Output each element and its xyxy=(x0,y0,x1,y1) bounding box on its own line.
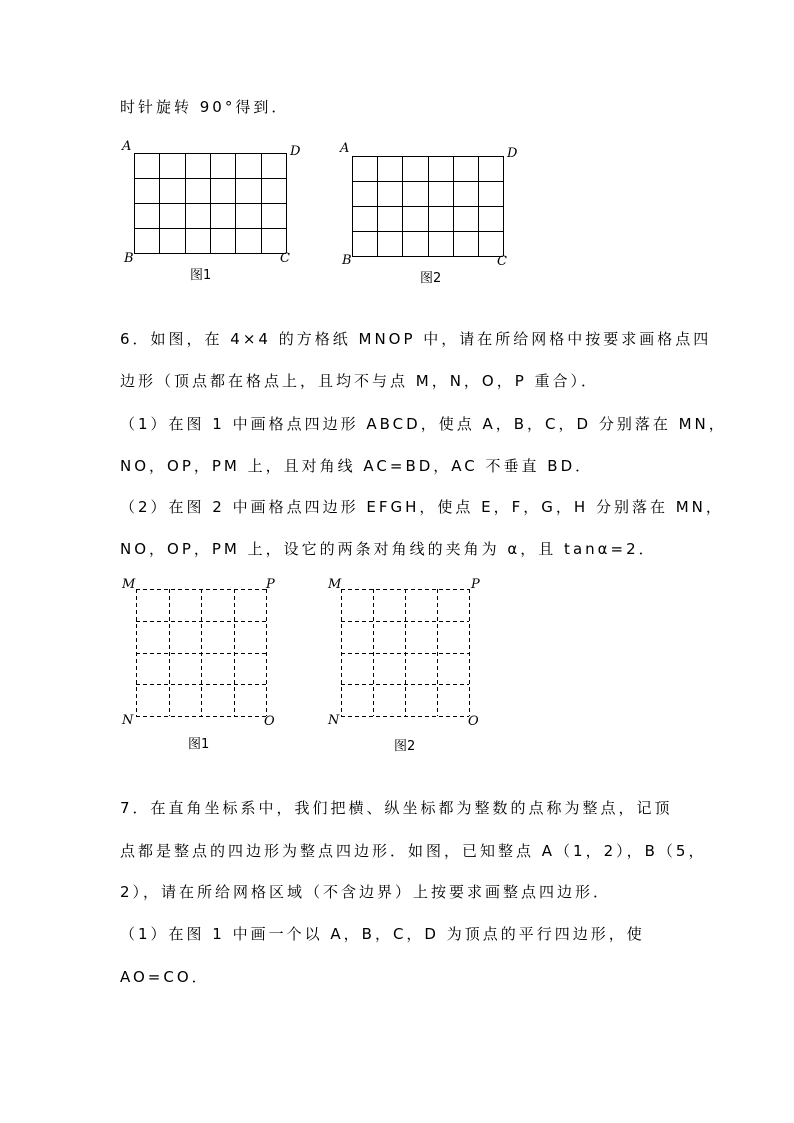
corner-label-c: C xyxy=(497,254,507,269)
corner-label-b: B xyxy=(124,251,134,266)
intro-line: 时针旋转 90°得到． xyxy=(120,98,290,116)
figure-caption: 图2 xyxy=(420,271,442,286)
corner-label-m: M xyxy=(328,577,342,592)
corner-label-o: O xyxy=(468,714,479,729)
figure-mnop-2 xyxy=(326,575,496,760)
corner-label-m: M xyxy=(122,577,136,592)
figure-abcd-1 xyxy=(122,140,302,290)
q6-part1-line-2: NO，OP，PM 上，且对角线 AC=BD，AC 不垂直 BD． xyxy=(120,457,594,475)
corner-label-p: P xyxy=(471,577,480,592)
figure-abcd-2 xyxy=(340,142,525,292)
q6-line-1: 6．如图，在 4×4 的方格纸 MNOP 中，请在所给网格中按要求画格点四 xyxy=(120,330,712,348)
q7-line-1: 7．在直角坐标系中，我们把横、纵坐标都为整数的点称为整点，记顶 xyxy=(120,799,673,817)
grid-abcd-1 xyxy=(122,140,302,290)
grid-mnop-2 xyxy=(326,575,496,760)
q6-line-2: 边形（顶点都在格点上，且均不与点 M，N，O，P 重合）． xyxy=(120,372,600,390)
corner-label-p: P xyxy=(266,577,275,592)
figure-caption: 图2 xyxy=(394,739,416,754)
grid-mnop-1 xyxy=(120,575,290,760)
q7-part1-line-2: AO=CO． xyxy=(120,968,210,986)
q6-part2-line-1: （2）在图 2 中画格点四边形 EFGH，使点 E，F，G，H 分别落在 MN， xyxy=(120,498,724,516)
q7-line-3: 2），请在所给网格区域（不含边界）上按要求画整点四边形． xyxy=(120,883,612,901)
corner-label-d: D xyxy=(507,146,518,161)
figure-mnop-1 xyxy=(120,575,290,760)
figure-caption: 图1 xyxy=(190,268,212,283)
corner-label-o: O xyxy=(264,714,275,729)
q7-part1-line-1: （1）在图 1 中画一个以 A，B，C，D 为顶点的平行四边形，使 xyxy=(120,925,645,943)
corner-label-n: N xyxy=(122,713,134,728)
corner-label-a: A xyxy=(340,141,350,156)
q6-part1-line-1: （1）在图 1 中画格点四边形 ABCD，使点 A，B，C，D 分别落在 MN， xyxy=(120,415,727,433)
q6-part2-line-2: NO，OP，PM 上，设它的两条对角线的夹角为 α，且 tanα=2． xyxy=(120,540,657,558)
figure-caption: 图1 xyxy=(188,737,210,752)
corner-label-c: C xyxy=(280,251,290,266)
q7-line-2: 点都是整点的四边形为整点四边形．如图，已知整点 A（1，2），B（5， xyxy=(120,842,707,860)
corner-label-b: B xyxy=(342,253,352,268)
corner-label-d: D xyxy=(290,144,301,159)
corner-label-a: A xyxy=(122,139,132,154)
grid-abcd-2 xyxy=(340,142,525,292)
corner-label-n: N xyxy=(328,713,340,728)
